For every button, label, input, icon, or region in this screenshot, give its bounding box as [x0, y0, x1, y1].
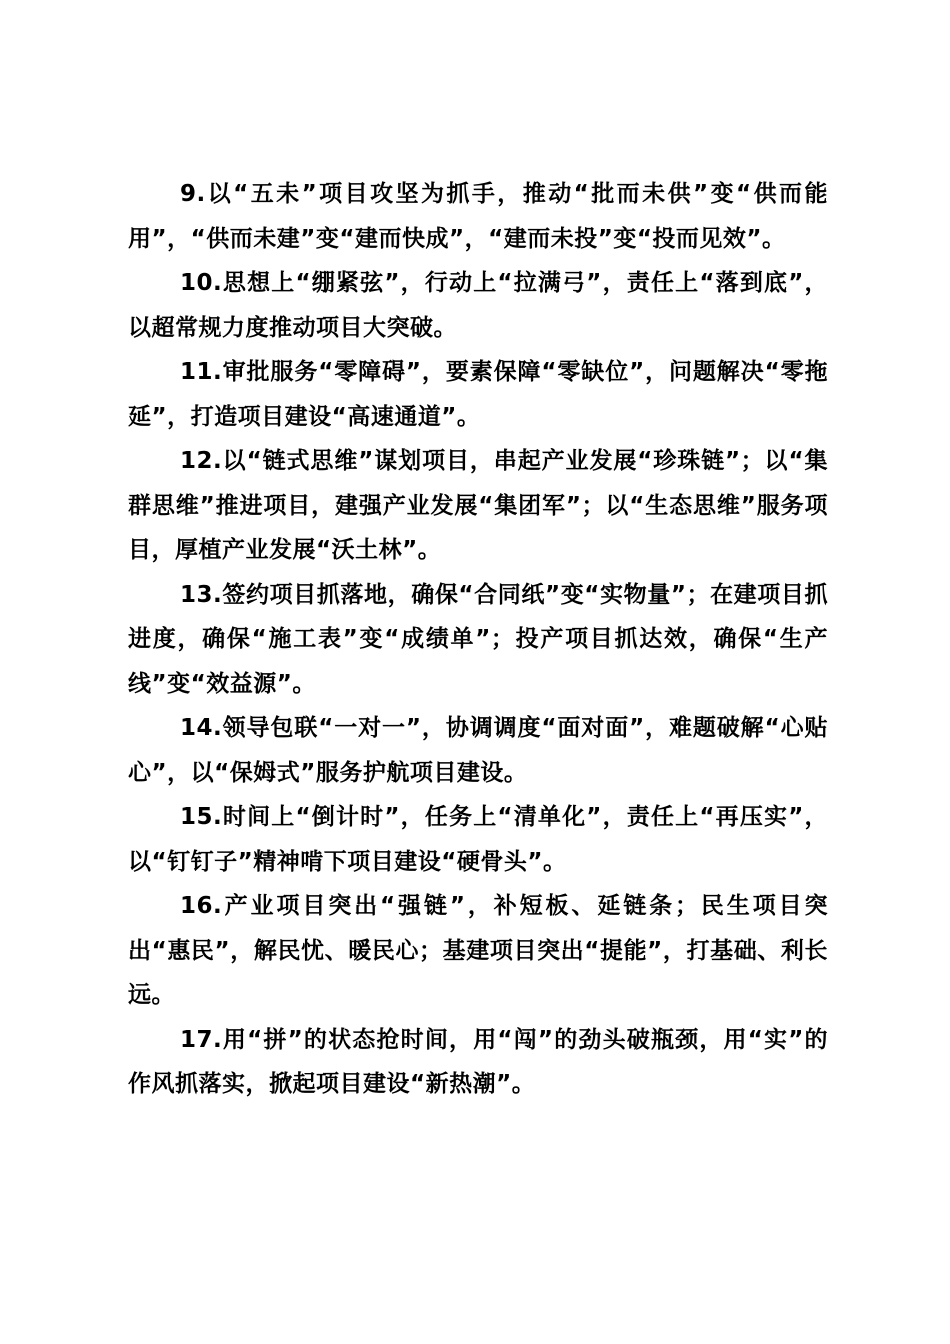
paragraph-text: 以“链式思维”谋划项目，串起产业发展“珍珠链”；以“集群思维”推进项目，建强产业发展“集团军”；以“生态思维”服务项目，厚植产业发展“沃土林”。 — [128, 448, 828, 563]
paragraph-text: 时间上“倒计时”，任务上“清单化”，责任上“再压实”，以“钉钉子”精神啃下项目建设“硬骨头”。 — [128, 804, 828, 875]
paragraph-number: 12. — [180, 448, 223, 474]
paragraph-text: 签约项目抓落地，确保“合同纸”变“实物量”；在建项目抓进度，确保“施工表”变“成绩单”；投产项目抓达效，确保“生产线”变“效益源”。 — [128, 581, 828, 697]
paragraph-number: 17. — [180, 1026, 223, 1053]
paragraph-number: 11. — [180, 359, 223, 385]
paragraph-text: 产业项目突出“强链”，补短板、延链条；民生项目突出“惠民”，解民忧、暖民心；基建项目突出“提能”，打基础、利长远。 — [128, 893, 828, 1008]
paragraph-text: 领导包联“一对一”，协调调度“面对面”，难题破解“心贴心”，以“保姆式”服务护航项目建设。 — [128, 715, 828, 786]
paragraph-12 — [128, 439, 828, 573]
paragraph-text: 以“五未”项目攻坚为抓手，推动“批而未供”变“供而能用”，“供而未建”变“建而快成”，“建而未投”变“投而见效”。 — [128, 181, 828, 252]
paragraph-9 — [128, 172, 828, 261]
paragraph-text: 思想上“绷紧弦”，行动上“拉满弓”，责任上“落到底”，以超常规力度推动项目大突破。 — [128, 270, 828, 341]
paragraph-number: 13. — [180, 581, 223, 608]
paragraph-14 — [128, 706, 828, 795]
paragraph-number: 15. — [180, 804, 223, 830]
paragraph-10 — [128, 261, 828, 350]
paragraph-text: 审批服务“零障碍”，要素保障“零缺位”，问题解决“零拖延”，打造项目建设“高速通道”。 — [128, 359, 828, 430]
paragraph-15 — [128, 795, 828, 884]
paragraph-text: 用“拼”的状态抢时间，用“闯”的劲头破瓶颈，用“实”的作风抓落实，掀起项目建设“新热潮”。 — [128, 1026, 828, 1097]
paragraph-number: 10. — [180, 270, 223, 296]
paragraph-16 — [128, 884, 828, 1018]
paragraph-13 — [128, 573, 828, 707]
paragraph-17 — [128, 1018, 828, 1107]
document-body — [128, 172, 828, 1107]
paragraph-11 — [128, 350, 828, 439]
paragraph-number: 16. — [180, 893, 223, 919]
paragraph-number: 9. — [180, 181, 206, 207]
paragraph-number: 14. — [180, 715, 223, 741]
